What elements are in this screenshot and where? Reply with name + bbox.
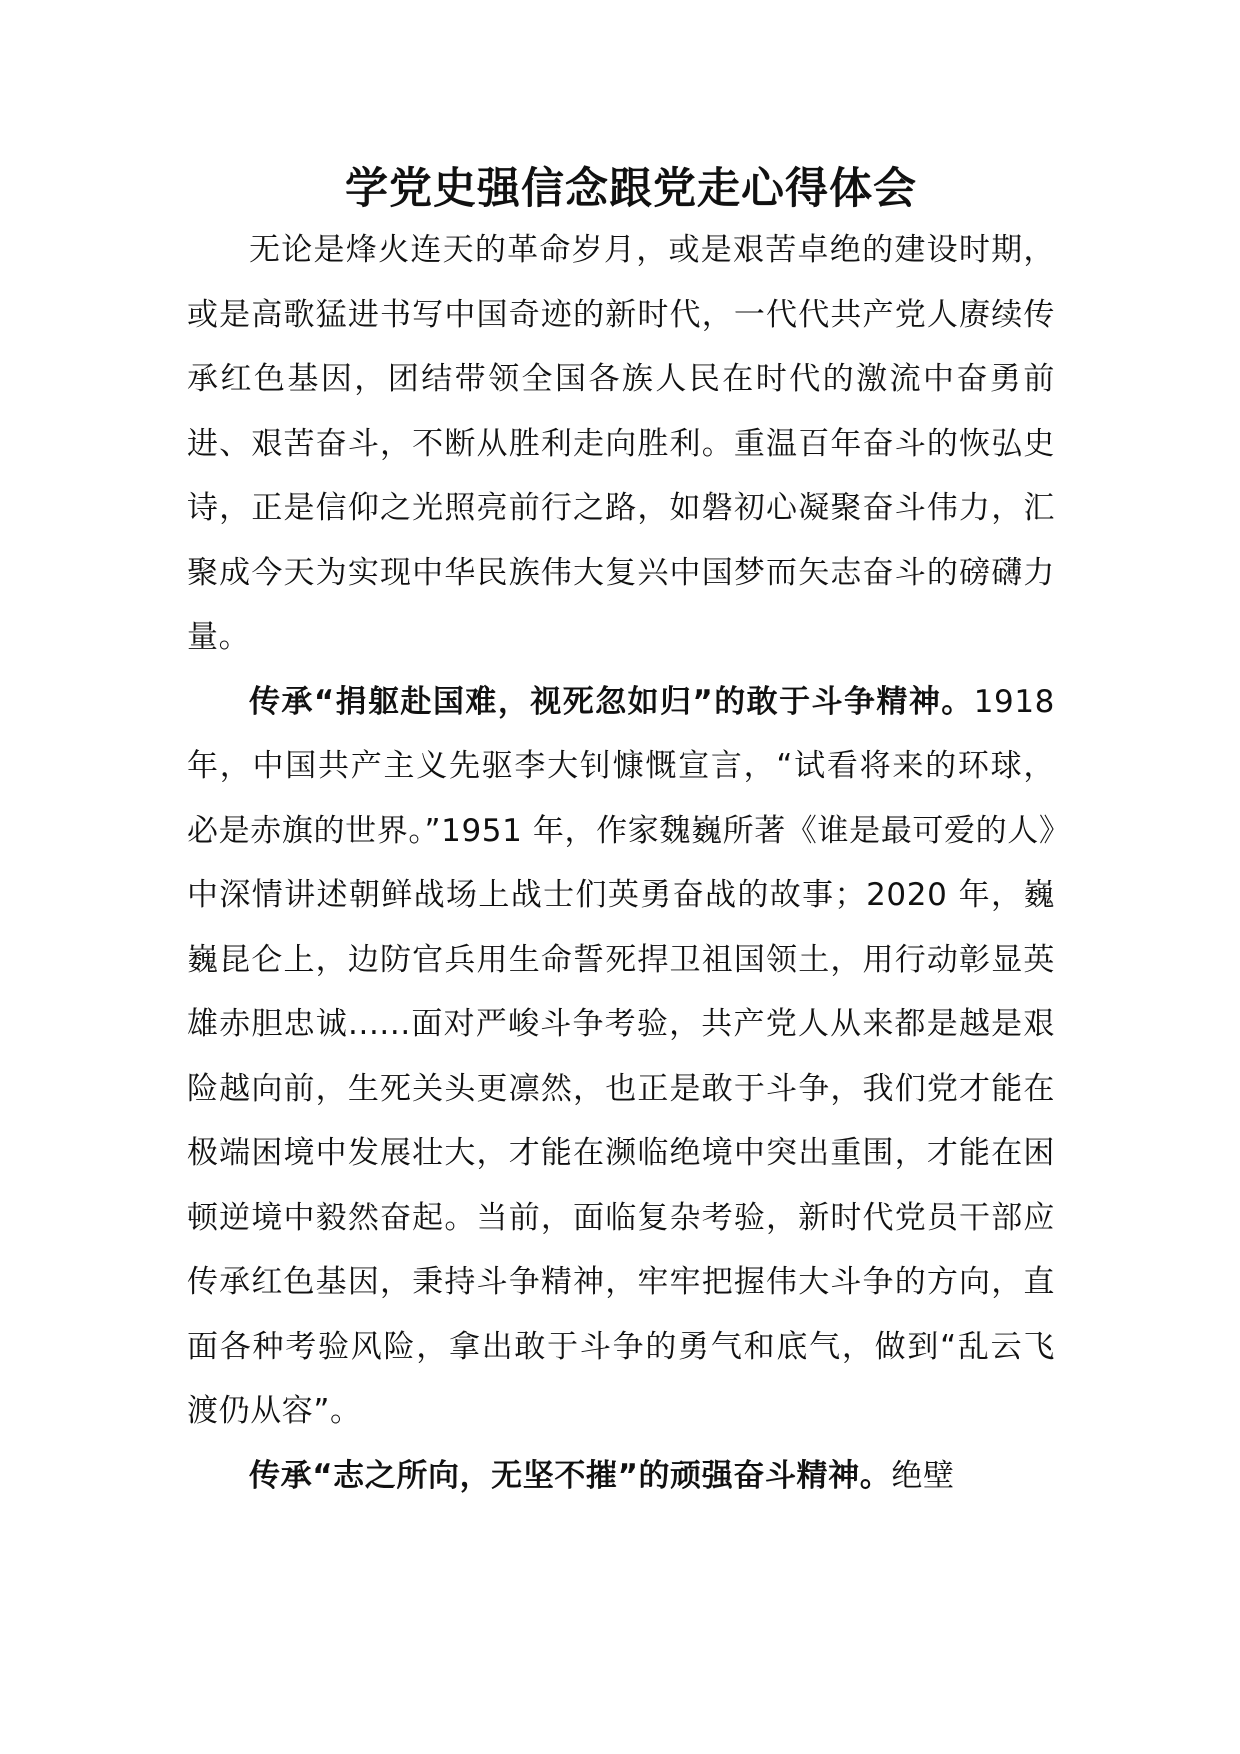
paragraph-intro xyxy=(187,218,1055,670)
document-page xyxy=(187,160,1055,1508)
paragraph-body: 1918 年，中国共产主义先驱李大钊慷慨宣言，“试看将来的环球，必是赤旗的世界。”1951 年，作家魏巍所著《谁是最可爱的人》中深情讲述朝鲜战场上战士们英勇奋战的故事；2020 年，巍巍昆仑上，边防官兵用生命誓死捍卫祖国领土，用行动彰显英雄赤胆忠诚......面对严峻斗争考验，共产党人从来都是越是艰险越向前，生死关头更凛然，也正是敢于斗争，我们党才能在极端困境中发展壮大，才能在濒临绝境中突出重围，才能在困顿逆境中毅然奋起。当前，面临复杂考验，新时代党员干部应传承红色基因，秉持斗争精神，牢牢把握伟大斗争的方向，直面各种考验风险，拿出敢于斗争的勇气和底气，做到“乱云飞渡仍从容”。 xyxy=(187,683,1055,1429)
document-title: 学党史强信念跟党走心得体会 xyxy=(345,164,917,214)
paragraph-body: 无论是烽火连天的革命岁月，或是艰苦卓绝的建设时期，或是高歌猛进书写中国奇迹的新时代，一代代共产党人赓续传承红色基因，团结带领全国各族人民在时代的激流中奋勇前进、艰苦奋斗，不断从胜利走向胜利。重温百年奋斗的恢弘史诗，正是信仰之光照亮前行之路，如磐初心凝聚奋斗伟力，汇聚成今天为实现中华民族伟大复兴中国梦而矢志奋斗的磅礴力量。 xyxy=(187,232,1055,655)
paragraph-body: 绝壁 xyxy=(891,1457,955,1494)
paragraph-perseverance-spirit xyxy=(187,1444,1055,1509)
paragraph-struggle-spirit xyxy=(187,670,1055,1444)
paragraph-lead: 传承“志之所向，无坚不摧”的顽强奋斗精神。 xyxy=(249,1457,892,1494)
paragraph-lead: 传承“捐躯赴国难，视死忽如归”的敢于斗争精神。 xyxy=(249,683,974,720)
